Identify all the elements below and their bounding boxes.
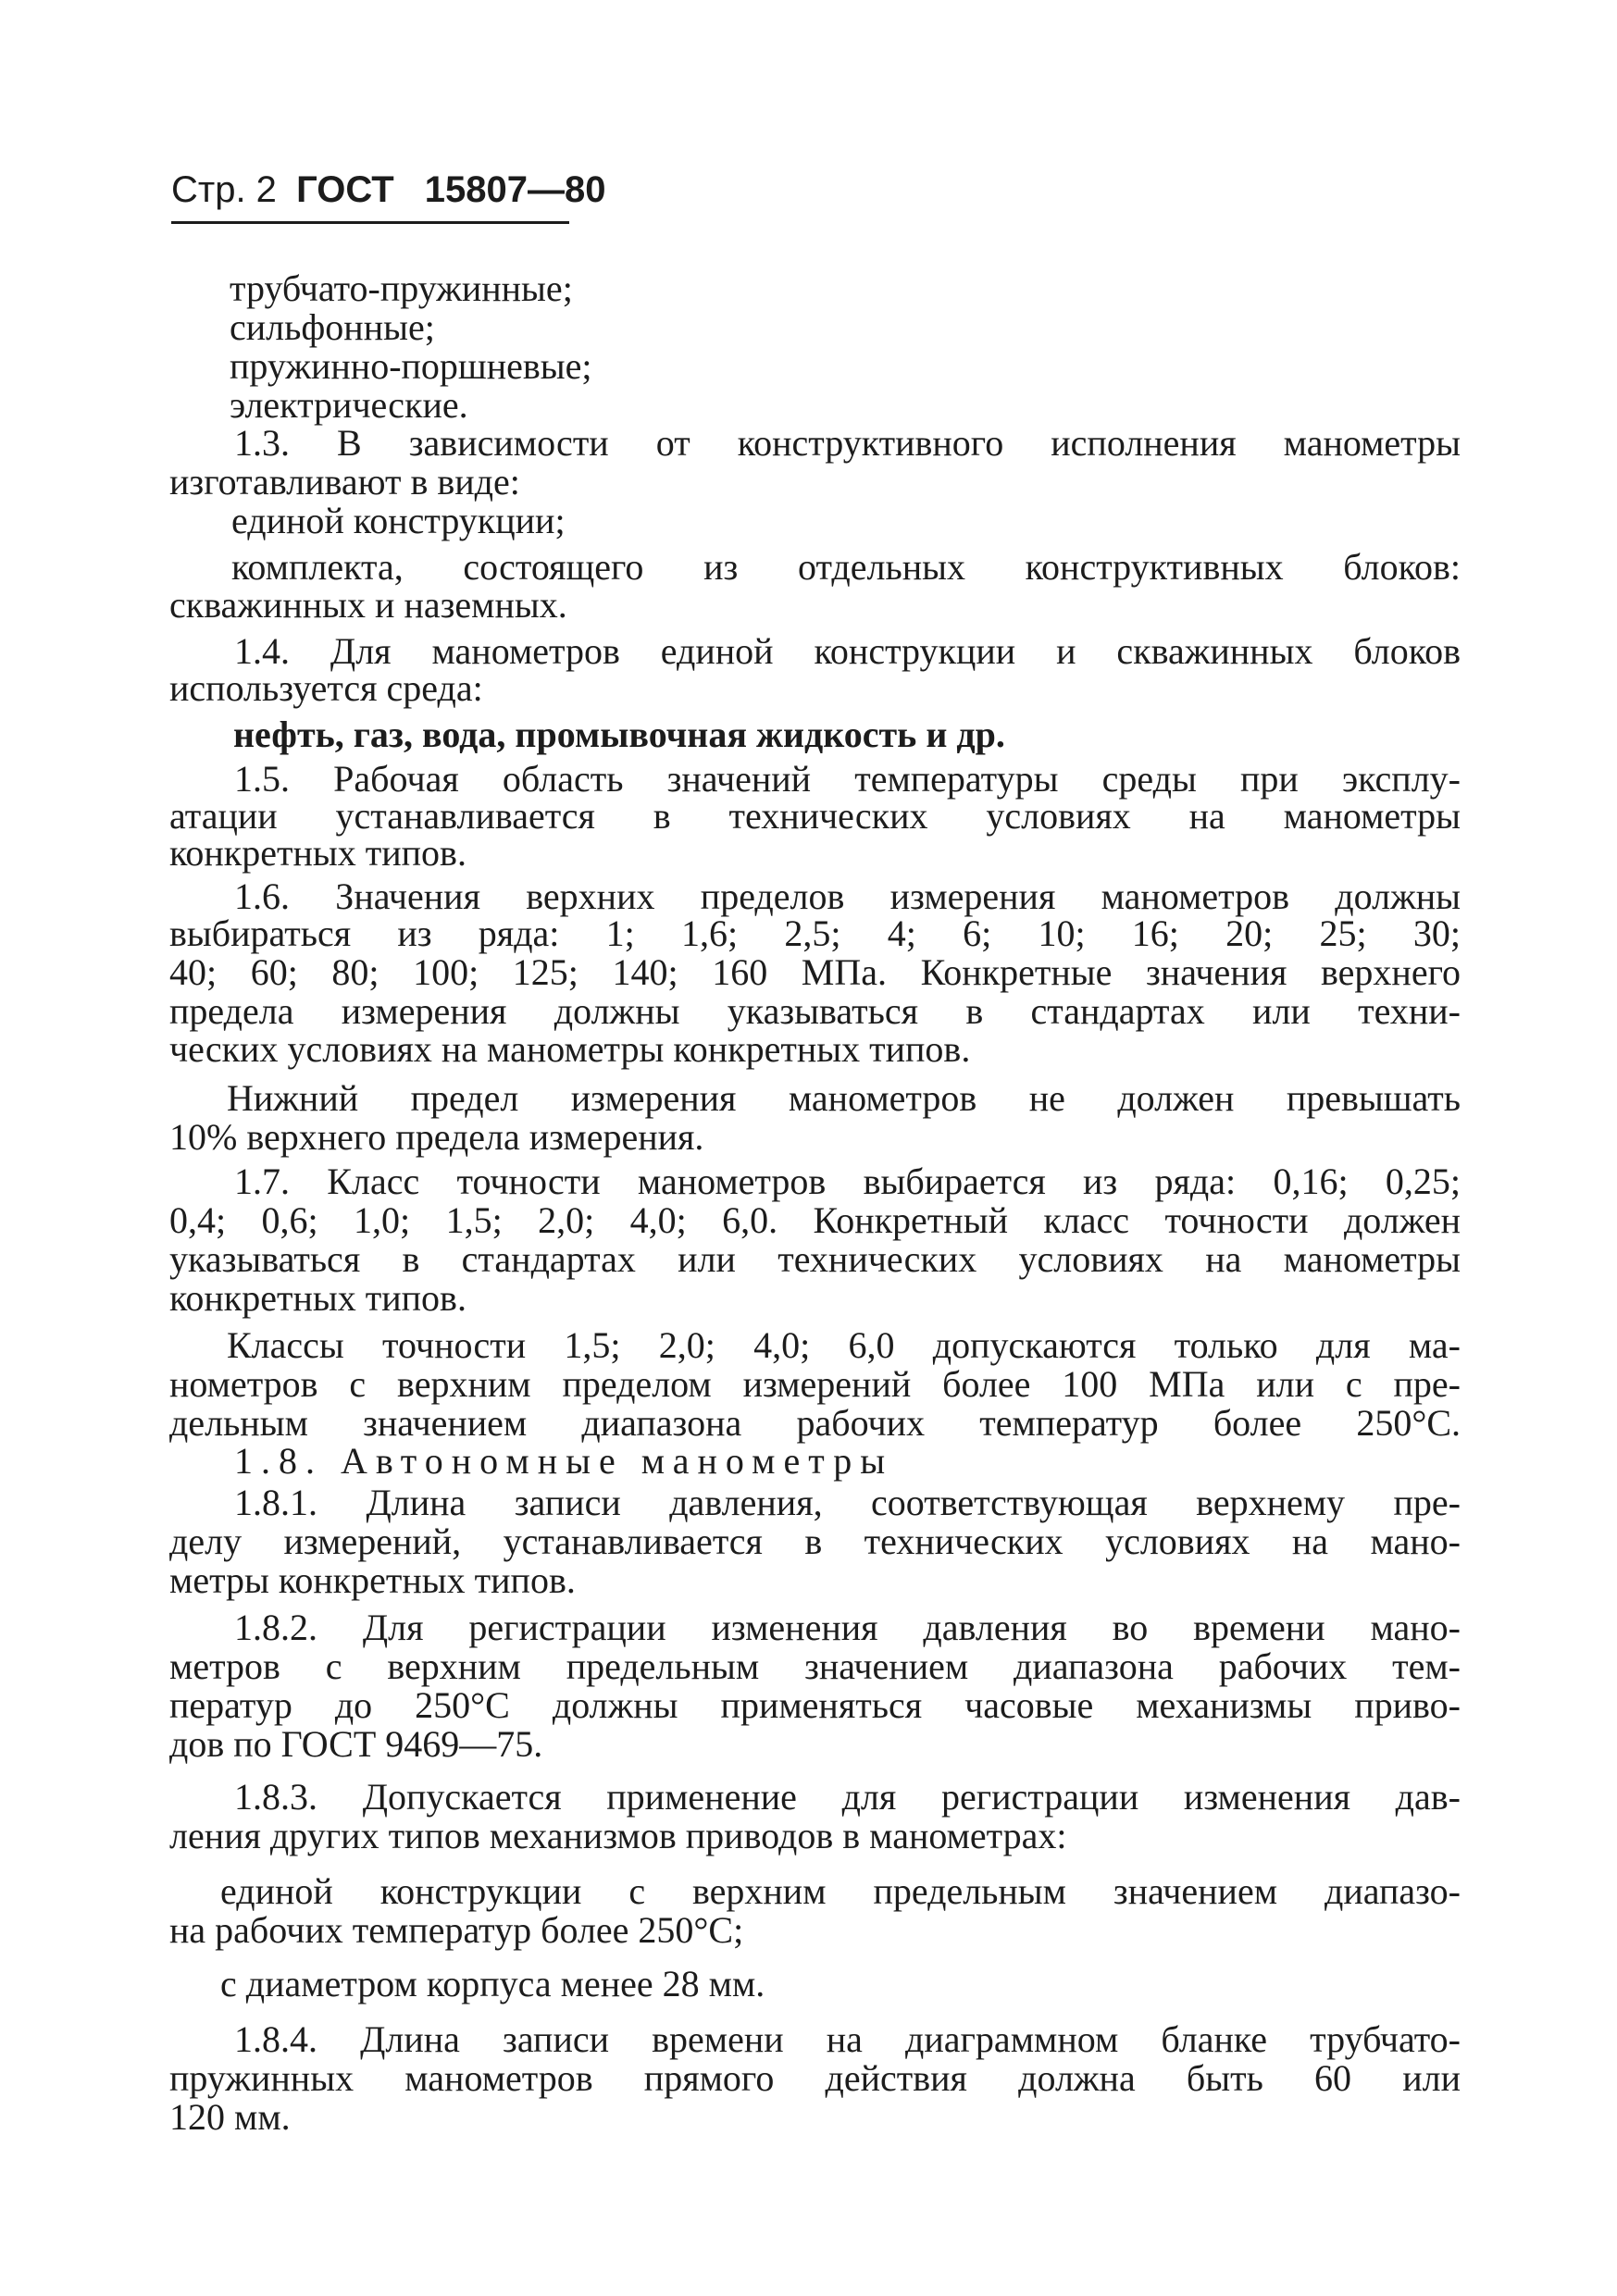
text-line: делу измерений, устанавливается в технических условиях на мано- [169,1520,1461,1562]
text-line: 0,4; 0,6; 1,0; 1,5; 2,0; 4,0; 6,0. Конкретный класс точности должен [169,1199,1461,1241]
text-line: пружинных манометров прямого действия должна быть 60 или [169,2057,1461,2099]
text-line: используется среда: [169,667,483,709]
text-line: ческих условиях на манометры конкретных типов. [169,1028,971,1070]
text-line: сильфонные; [230,306,435,348]
text-line: 1.4. Для манометров единой конструкции и скважинных блоков [234,630,1461,672]
text-line: Классы точности 1,5; 2,0; 4,0; 6,0 допускаются только для ма- [227,1324,1461,1366]
text-line: трубчато-пружинные; [230,267,573,309]
text-line: электрические. [230,384,468,426]
text-line: пружинно-поршневые; [230,345,592,387]
text-line: метры конкретных типов. [169,1559,576,1601]
header-rule [171,221,569,224]
text-line: 1.8.1. Длина записи давления, соответствующая верхнему пре- [234,1482,1461,1523]
text-line: ператур до 250°С должны применяться часовые механизмы приво- [169,1684,1461,1726]
standard-label: ГОСТ [296,169,394,210]
text-line: конкретных типов. [169,832,466,874]
text-line: 1.3. В зависимости от конструктивного исполнения манометры [234,422,1461,464]
text-line: атации устанавливается в технических условиях на манометры [169,795,1461,837]
text-line: дов по ГОСТ 9469—75. [169,1723,543,1765]
text-line: ления других типов механизмов приводов в манометрах: [169,1815,1067,1856]
text-line: единой конструкции с верхним предельным значением диапазо- [220,1870,1461,1912]
text-line: выбираться из ряда: 1; 1,6; 2,5; 4; 6; 10; 16; 20; 25; 30; [169,912,1461,954]
text-line: на рабочих температур более 250°С; [169,1909,744,1951]
text-line: нефть, газ, вода, промывочная жидкость и др. [233,714,1005,755]
page-header [171,167,606,213]
text-line: 1.7. Класс точности манометров выбирается из ряда: 0,16; 0,25; [234,1160,1461,1202]
text-line: Нижний предел измерения манометров не должен превышать [227,1077,1461,1119]
text-line: 1.8.3. Допускается применение для регистрации изменения дав- [234,1776,1461,1818]
text-line: единой конструкции; [231,500,566,541]
text-line: 1.8.2. Для регистрации изменения давления во времени мано- [234,1607,1461,1648]
text-line: 1.6. Значения верхних пределов измерения манометров должны [234,875,1461,917]
text-line: 10% верхнего предела измерения. [169,1116,704,1158]
text-line: 1.8.4. Длина записи времени на диаграммном бланке трубчато- [234,2018,1461,2060]
text-line: 1.5. Рабочая область значений температуры среды при эксплу- [234,758,1461,800]
text-line: метров с верхним предельным значением диапазона рабочих тем- [169,1645,1461,1687]
text-line: предела измерения должны указываться в стандартах или техни- [169,990,1461,1032]
text-line: комплекта, состоящего из отдельных конструктивных блоков: [231,546,1461,588]
text-line: дельным значением диапазона рабочих температур более 250°С. [169,1402,1461,1444]
page-label: Стр. 2 [171,169,277,210]
text-line: изготавливают в виде: [169,461,520,503]
text-line: 120 мм. [169,2096,291,2138]
text-line: конкретных типов. [169,1277,466,1319]
text-line: 40; 60; 80; 100; 125; 140; 160 МПа. Конкретные значения верхнего [169,951,1461,993]
text-line: скважинных и наземных. [169,584,567,626]
text-line: нометров с верхним пределом измерений более 100 МПа или с пре- [169,1363,1461,1405]
text-line: с диаметром корпуса менее 28 мм. [220,1963,765,2004]
text-line: указываться в стандартах или технических условиях на манометры [169,1238,1461,1280]
standard-number: 15807—80 [424,169,606,210]
section-heading: 1.8. Автономные манометры [234,1440,894,1482]
